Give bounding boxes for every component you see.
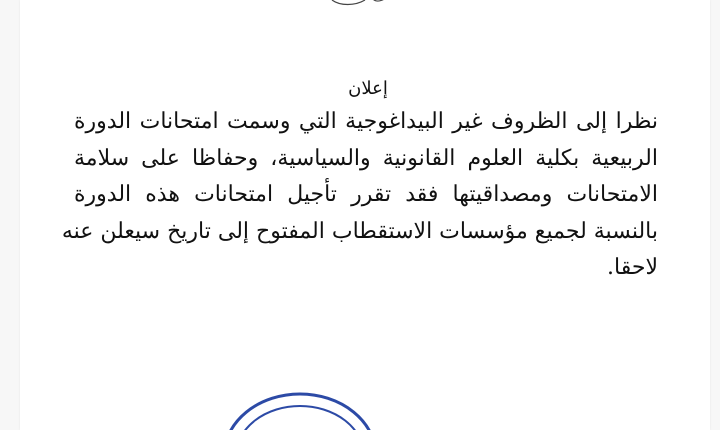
official-stamp-icon	[215, 382, 385, 430]
body-line-5: لاحقا.	[607, 255, 658, 280]
body-line-4: بالنسبة لجميع مؤسسات الاستقطاب المفتوح إلى تاريخ سيعلن عنه	[61, 218, 658, 244]
document-page	[20, 0, 710, 430]
body-line-3: الامتحانات ومصداقيتها فقد تقرر تأجيل امتحانات هذه الدورة	[74, 182, 658, 207]
top-handwriting-fragment	[320, 0, 400, 8]
announcement-body	[61, 104, 658, 287]
body-line-2: الربيعية بكلية العلوم القانونية والسياسية، وحفاظا على سلامة	[74, 145, 658, 171]
body-line-1: نظرا إلى الظروف غير البيداغوجية التي وسمت امتحانات الدورة	[74, 109, 658, 134]
announcement-title: إعلان	[348, 78, 388, 99]
